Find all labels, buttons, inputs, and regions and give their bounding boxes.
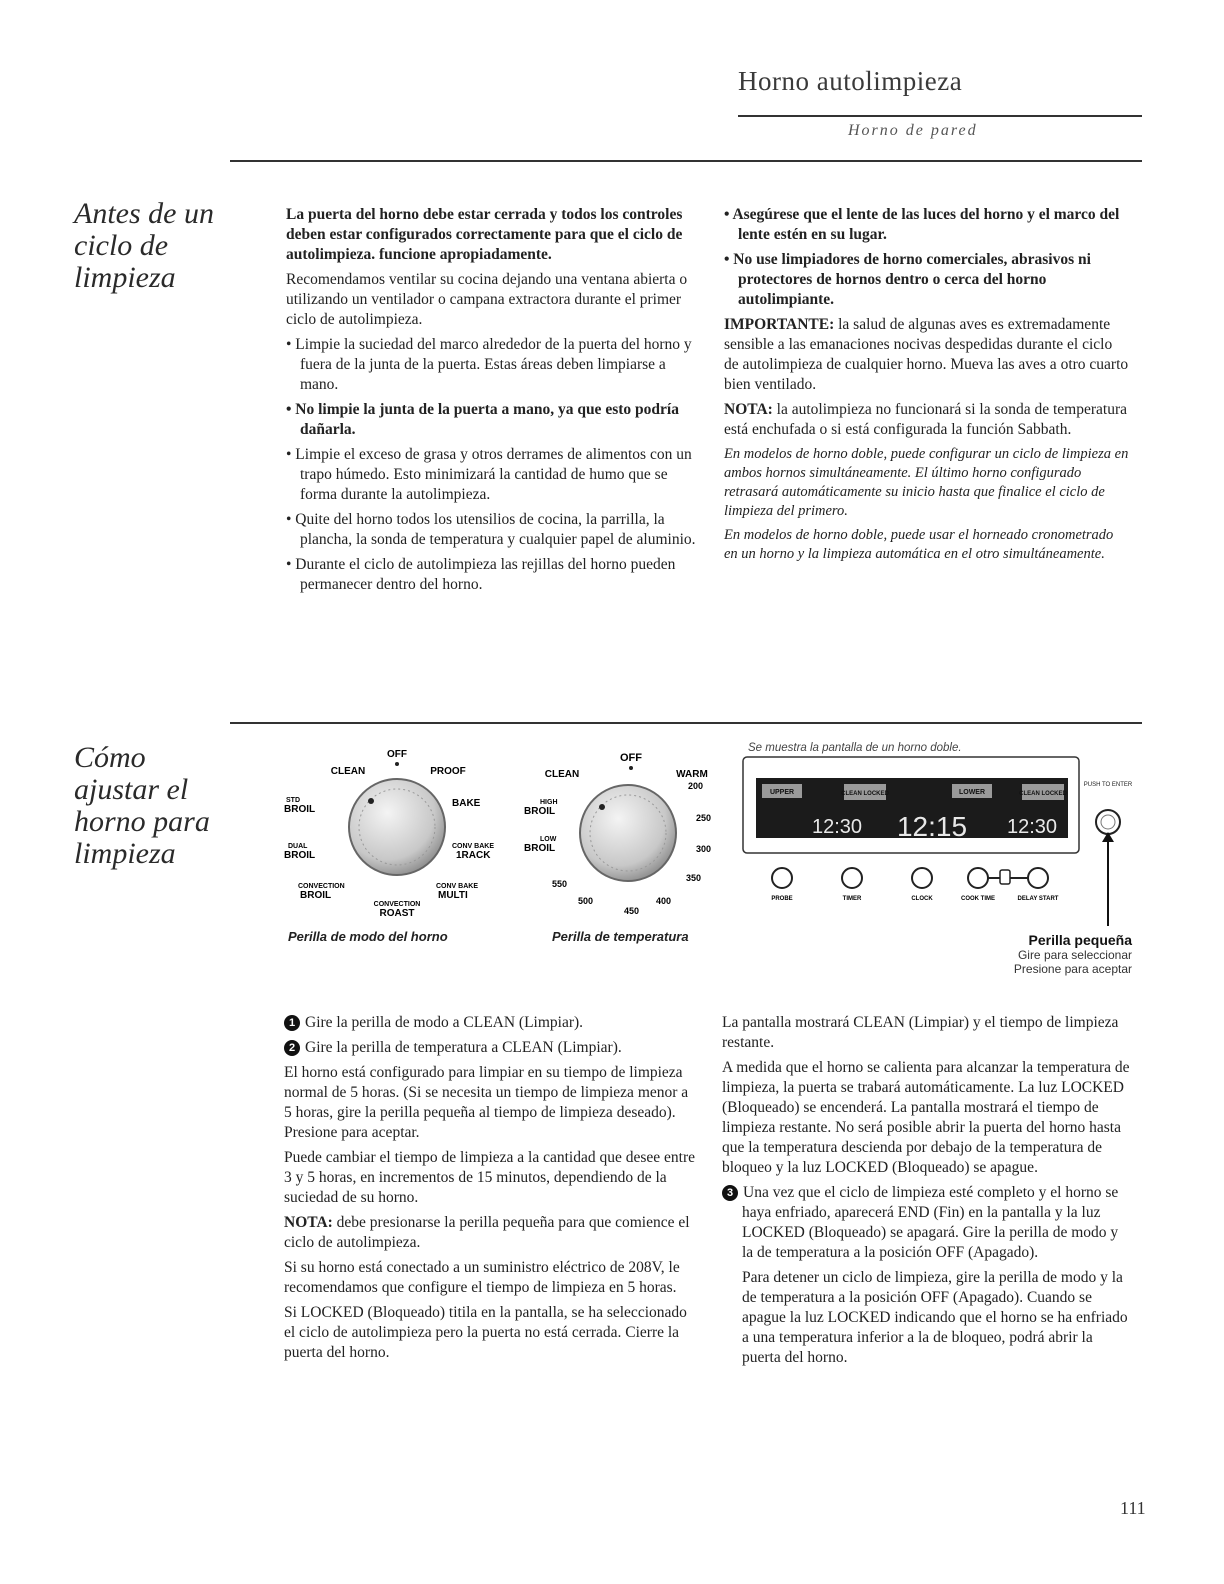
temp-label: OFF — [620, 752, 642, 764]
small-knob-caption — [930, 932, 1132, 976]
nota-text: debe presionarse la perilla pequeña para que comience el ciclo de autolimpieza. — [284, 1214, 690, 1251]
small-knob-line: Presione para aceptar — [1013, 962, 1132, 976]
mode-label: CONV BAKE — [436, 883, 479, 890]
paragraph: A medida que el horno se calienta para alcanzar la temperatura de limpieza, la puerta se trabará automáticamente. La luz LOCKED (Bloqueado) se encenderá. La pantalla mostrará el tiempo de limpieza restante. No será posible abrir la puerta del horno hasta que la temperatura descienda por debajo de la temperatura de bloqueo y la luz LOCKED (Bloqueado) se apague. — [722, 1059, 1130, 1176]
header-rule — [738, 115, 1142, 117]
clean-locked-label: CLEAN LOCKED — [841, 791, 889, 797]
bullet-item: • Limpie la suciedad del marco alrededor de la puerta del horno y fuera de la junta de la puerta. Estas áreas deben limpiarse a mano. — [286, 336, 692, 393]
clean-locked-label: CLEAN LOCKED — [1019, 791, 1067, 797]
display-time-right: 12:30 — [1006, 816, 1058, 838]
paragraph: Puede cambiar el tiempo de limpieza a la cantidad que desee entre 3 y 5 horas, en incrementos de 15 minutos, dependiendo de la suciedad de su horno. — [284, 1149, 695, 1206]
mode-label: CONVECTION — [298, 883, 345, 890]
clock-button[interactable] — [912, 868, 932, 888]
step-2 — [284, 1038, 696, 1058]
mode-label: 1RACK — [456, 850, 491, 861]
section2-right-column — [722, 1013, 1132, 1373]
section-divider — [230, 722, 1142, 724]
mode-label: BROIL — [284, 850, 316, 861]
bullet-item: • No use limpiadores de horno comerciales, abrasivos ni protectores de hornos dentro o cerca del horno autolimpiante. — [724, 251, 1091, 308]
bullet-item: • Limpie el exceso de grasa y otros derrames de alimentos con un trapo húmedo. Esto minimizará la cantidad de humo que se forma durante la autolimpieza. — [286, 446, 692, 503]
step-number-icon: 2 — [284, 1040, 300, 1056]
step-3 — [722, 1183, 1132, 1263]
mode-knob-figure — [280, 745, 515, 925]
temp-label: 400 — [656, 896, 672, 906]
display-caption: Se muestra la pantalla de un horno doble. — [748, 742, 962, 754]
mode-label: BROIL — [300, 890, 332, 901]
lock-icon — [1000, 870, 1010, 884]
probe-button[interactable] — [772, 868, 792, 888]
section2-title-line: ajustar el — [74, 773, 189, 806]
temp-label: 300 — [696, 844, 712, 854]
cook-time-button[interactable] — [968, 868, 988, 888]
temp-label: BROIL — [524, 843, 556, 854]
temp-knob-indicator — [599, 804, 605, 810]
temp-label: CLEAN — [544, 769, 580, 780]
small-knob-title: Perilla pequeña — [1028, 932, 1132, 948]
section1-side-title — [74, 198, 244, 294]
important-text: la salud de algunas aves es extremadamente sensible a las emanaciones nocivas despedidas durante el ciclo de autolimpieza de cualquier horno. Mueva las aves a otro cuarto bien ventilado. — [724, 316, 1129, 393]
control-panel-figure — [742, 756, 1142, 936]
section1-right-column — [724, 205, 1129, 569]
step-number-icon: 1 — [284, 1015, 300, 1031]
mode-label: ROAST — [379, 908, 415, 919]
step-text: Gire la perilla de modo a CLEAN (Limpiar). — [305, 1014, 584, 1031]
paragraph: Si su horno está conectado a un suministro eléctrico de 208V, le recomendamos que configure el tiempo de limpieza en 5 horas. — [284, 1259, 680, 1296]
mode-dot — [395, 762, 399, 766]
button-label: PROBE — [771, 896, 793, 902]
page-title: Horno autolimpieza — [738, 66, 963, 96]
nota-note — [724, 400, 1129, 440]
mode-label: CLEAN — [330, 766, 366, 777]
mode-label: MULTI — [438, 890, 468, 901]
temp-label: 200 — [688, 781, 704, 791]
button-label: DELAY START — [1017, 896, 1059, 902]
mode-label: PROOF — [430, 766, 466, 777]
section1-title-line: limpieza — [74, 261, 176, 294]
italic-note: En modelos de horno doble, puede usar el horneado cronometrado en un horno y la limpieza automática en el otro simultáneamente. — [724, 527, 1114, 562]
bullet-item: • Quite del horno todos los utensilios de cocina, la parrilla, la plancha, la sonda de temperatura y cualquier papel de aluminio. — [286, 511, 696, 548]
timer-button[interactable] — [842, 868, 862, 888]
mode-label: BROIL — [284, 804, 316, 815]
page-number: 111 — [1120, 1498, 1146, 1518]
section2-title-line: Cómo — [74, 741, 146, 774]
step-text: Gire la perilla de temperatura a CLEAN (Limpiar). — [305, 1039, 622, 1056]
temp-label: HIGH — [540, 799, 558, 806]
temp-label: BROIL — [524, 806, 556, 817]
small-knob[interactable] — [1096, 810, 1120, 834]
section2-side-title — [74, 742, 244, 870]
section1-title-line: ciclo de — [74, 229, 169, 262]
bullet-item: • Asegúrese que el lente de las luces del horno y el marco del lente estén en su lugar. — [724, 206, 1120, 243]
temp-knob-figure — [520, 745, 730, 925]
mode-label: STD — [286, 797, 300, 804]
section2-left-column — [284, 1013, 696, 1368]
temp-label: 250 — [696, 813, 712, 823]
lower-label: LOWER — [958, 789, 986, 796]
italic-note: En modelos de horno doble, puede configurar un ciclo de limpieza en ambos hornos simultáneamente. El último horno configurado retrasará automáticamente su inicio hasta que finalice el ciclo de limpieza del primero. — [724, 446, 1129, 519]
mode-label: OFF — [387, 749, 407, 760]
mode-knob-dial[interactable] — [349, 779, 445, 875]
important-note — [724, 315, 1129, 395]
section1-left-column — [286, 205, 706, 600]
push-to-enter-label: PUSH TO ENTER — [1083, 782, 1133, 788]
delay-start-button[interactable] — [1028, 868, 1048, 888]
bullet-item: • No limpie la junta de la puerta a mano, ya que esto podría dañarla. — [286, 401, 679, 438]
nota-label: NOTA: — [284, 1214, 333, 1231]
intro-bold-text: La puerta del horno debe estar cerrada y todos los controles deben estar configurados correctamente para que el ciclo de autolimpieza. funcione apropiadamente. — [286, 206, 683, 263]
paragraph: Si LOCKED (Bloqueado) titila en la pantalla, se ha seleccionado el ciclo de autolimpieza pero la puerta no está cerrada. Cierre la puerta del horno. — [284, 1304, 687, 1361]
paragraph: La pantalla mostrará CLEAN (Limpiar) y el tiempo de limpieza restante. — [722, 1014, 1119, 1051]
step-text: Una vez que el ciclo de limpieza esté completo y el horno se haya enfriado, aparecerá END (Fin) en la pantalla y la luz LOCKED (Bloqueado) se apagará. Gire la perilla de modo y la de temperatura a la posición OFF (Apagado). — [742, 1184, 1119, 1261]
temp-label: 550 — [552, 879, 568, 889]
nota-note — [284, 1213, 696, 1253]
temp-label: 450 — [624, 906, 640, 916]
page-subtitle: Horno de pared — [848, 122, 978, 139]
display-time-left: 12:30 — [811, 816, 863, 838]
section2-title-line: horno para — [74, 805, 210, 838]
temp-label: 350 — [686, 873, 702, 883]
mode-label: CONVECTION — [373, 901, 421, 908]
section1-title-line: Antes de un — [74, 197, 214, 230]
temp-knob-dial[interactable] — [580, 785, 676, 881]
temp-knob-caption: Perilla de temperatura — [552, 929, 689, 944]
button-label: CLOCK — [911, 896, 933, 902]
temp-label: LOW — [540, 836, 557, 843]
small-knob-line: Gire para seleccionar — [1017, 948, 1132, 962]
mode-label: BAKE — [452, 798, 481, 809]
temp-label: WARM — [676, 769, 708, 780]
temp-dot — [629, 766, 633, 770]
nota-text: la autolimpieza no funcionará si la sonda de temperatura está enchufada o si está configurada la función Sabbath. — [724, 401, 1128, 438]
step-1 — [284, 1013, 696, 1033]
button-label: TIMER — [842, 896, 862, 902]
display-time-center: 12:15 — [896, 811, 968, 842]
bullet-item: • Durante el ciclo de autolimpieza las rejillas del horno pueden permanecer dentro del horno. — [286, 556, 676, 593]
paragraph: Recomendamos ventilar su cocina dejando una ventana abierta o utilizando un ventilador o campana extractora durante el primer ciclo de autolimpieza. — [286, 271, 688, 328]
important-label: IMPORTANTE: — [724, 316, 835, 333]
step-number-icon: 3 — [722, 1185, 738, 1201]
mode-knob-indicator — [368, 798, 374, 804]
mode-knob-caption: Perilla de modo del horno — [288, 929, 448, 944]
button-label: COOK TIME — [961, 896, 995, 902]
header-divider — [230, 160, 1142, 162]
temp-label: 500 — [578, 896, 594, 906]
mode-label: DUAL — [288, 843, 308, 850]
nota-label: NOTA: — [724, 401, 773, 418]
mode-label: CONV BAKE — [452, 843, 495, 850]
paragraph: El horno está configurado para limpiar en su tiempo de limpieza normal de 5 horas. (Si se necesita un tiempo de limpieza menor a 5 horas, gire la perilla pequeña al tiempo de limpieza deseado). Presione para aceptar. — [284, 1064, 689, 1141]
paragraph: Para detener un ciclo de limpieza, gire la perilla de modo y la de temperatura a la posición OFF (Apagado). Cuando se apague la luz LOCKED indicando que el horno se ha enfriado a una temperatura inferior a la de bloqueo, podrá abrir la puerta del horno. — [742, 1269, 1128, 1366]
section2-title-line: limpieza — [74, 837, 176, 870]
upper-label: UPPER — [769, 789, 795, 796]
